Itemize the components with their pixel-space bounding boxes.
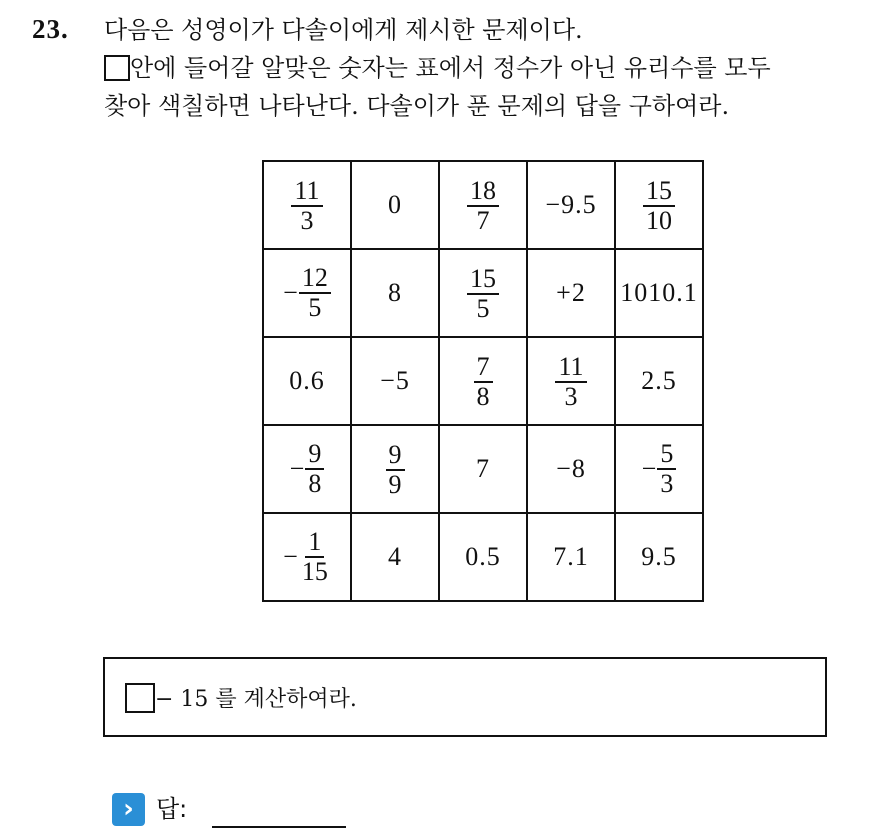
fraction [290,440,325,498]
grid-cell [351,161,439,249]
fraction [291,177,322,235]
fraction-denominator: 8 [308,469,322,498]
fraction-numerator: 11 [291,177,322,207]
fraction-sign: − [283,278,298,307]
cell-value: 7.1 [553,542,589,571]
number-grid [262,160,704,602]
fraction [643,177,675,235]
grid-cell [439,249,527,337]
fraction-denominator: 5 [308,293,322,322]
grid-cell [527,161,615,249]
blank-box-icon [125,683,155,713]
fraction-stack [467,177,499,235]
cell-value: 8 [388,278,402,307]
chevron-right-icon: › [112,793,145,826]
grid-row [263,425,703,513]
grid-cell [527,337,615,425]
grid-cell [351,249,439,337]
cell-value: 4 [388,542,402,571]
fraction-denominator: 3 [564,381,578,411]
cell-value: 0 [388,190,402,219]
grid-cell [263,161,351,249]
cell-value: 2.5 [641,366,677,395]
fraction-stack [643,177,675,235]
grid-cell [615,513,703,601]
question-number: 23. [32,14,69,44]
cell-value: 0.6 [289,366,325,395]
fraction-stack [657,440,676,498]
grid-cell [615,161,703,249]
fraction [467,177,499,235]
fraction-denominator: 3 [300,205,314,235]
grid-cell [439,161,527,249]
fraction [386,441,405,499]
grid-row [263,161,703,249]
fraction [555,353,586,411]
grid-cell [263,425,351,513]
fraction-stack [474,353,493,411]
grid-row [263,513,703,601]
fraction-sign: − [283,542,298,571]
blank-box-icon [104,55,130,81]
cell-value: −9.5 [545,190,597,219]
fraction-stack [386,441,405,499]
cell-value: −8 [556,454,586,483]
fraction-denominator: 5 [476,293,490,323]
problem-box [103,657,827,737]
grid-cell [263,337,351,425]
grid-cell [527,249,615,337]
fraction-numerator: 7 [474,353,493,383]
problem-text-line [125,683,357,715]
grid-row [263,337,703,425]
fraction-numerator: 12 [299,264,331,294]
fraction [283,264,331,322]
fraction-numerator: 5 [657,440,676,470]
grid-cell [615,337,703,425]
fraction-stack [291,177,322,235]
grid-cell [527,513,615,601]
cell-value: 1010.1 [620,278,698,307]
grid-cell [351,337,439,425]
answer-input-line[interactable] [212,826,346,828]
fraction-denominator: 7 [476,205,490,235]
question-line-3: 찾아 색칠하면 나타난다. 다솔이가 푼 문제의 답을 구하여라. [104,92,730,120]
fraction-stack [299,528,331,586]
fraction [467,265,499,323]
fraction-denominator: 15 [301,557,328,586]
cell-value: −5 [380,366,410,395]
question-line-2 [104,52,771,84]
grid-cell [439,513,527,601]
cell-value: +2 [556,278,586,307]
grid-cell [351,425,439,513]
question-line-1: 다음은 성영이가 다솔이에게 제시한 문제이다. [104,16,583,44]
answer-label: 답: [156,795,188,823]
fraction [283,528,331,586]
cell-value: 0.5 [465,542,501,571]
grid-cell [615,249,703,337]
fraction-numerator: 18 [467,177,499,207]
fraction-stack [467,265,499,323]
fraction-denominator: 10 [646,205,672,235]
grid-cell [527,425,615,513]
number-grid-body [263,161,703,601]
fraction-numerator: 11 [555,353,586,383]
fraction-stack [299,264,331,322]
fraction-sign: − [289,454,305,483]
fraction-numerator: 1 [305,528,324,558]
fraction-numerator: 15 [467,265,499,295]
grid-cell [439,337,527,425]
fraction-stack [305,440,324,498]
grid-cell [615,425,703,513]
fraction-numerator: 15 [643,177,675,207]
fraction [642,440,677,498]
fraction-denominator: 8 [476,381,490,411]
grid-cell [263,249,351,337]
fraction-numerator: 9 [305,440,324,470]
grid-cell [351,513,439,601]
grid-cell [263,513,351,601]
grid-cell [439,425,527,513]
fraction-denominator: 9 [388,469,402,499]
cell-value: 7 [476,454,490,483]
fraction-numerator: 9 [386,441,405,471]
problem-text: − 15 를 계산하여라. [155,687,357,712]
question-line-2-text: 안에 들어갈 알맞은 숫자는 표에서 정수가 아닌 유리수를 모두 [130,54,771,82]
fraction [474,353,493,411]
fraction-sign: − [641,454,657,483]
fraction-stack [555,353,586,411]
fraction-denominator: 3 [660,469,674,498]
grid-row [263,249,703,337]
cell-value: 9.5 [641,542,677,571]
